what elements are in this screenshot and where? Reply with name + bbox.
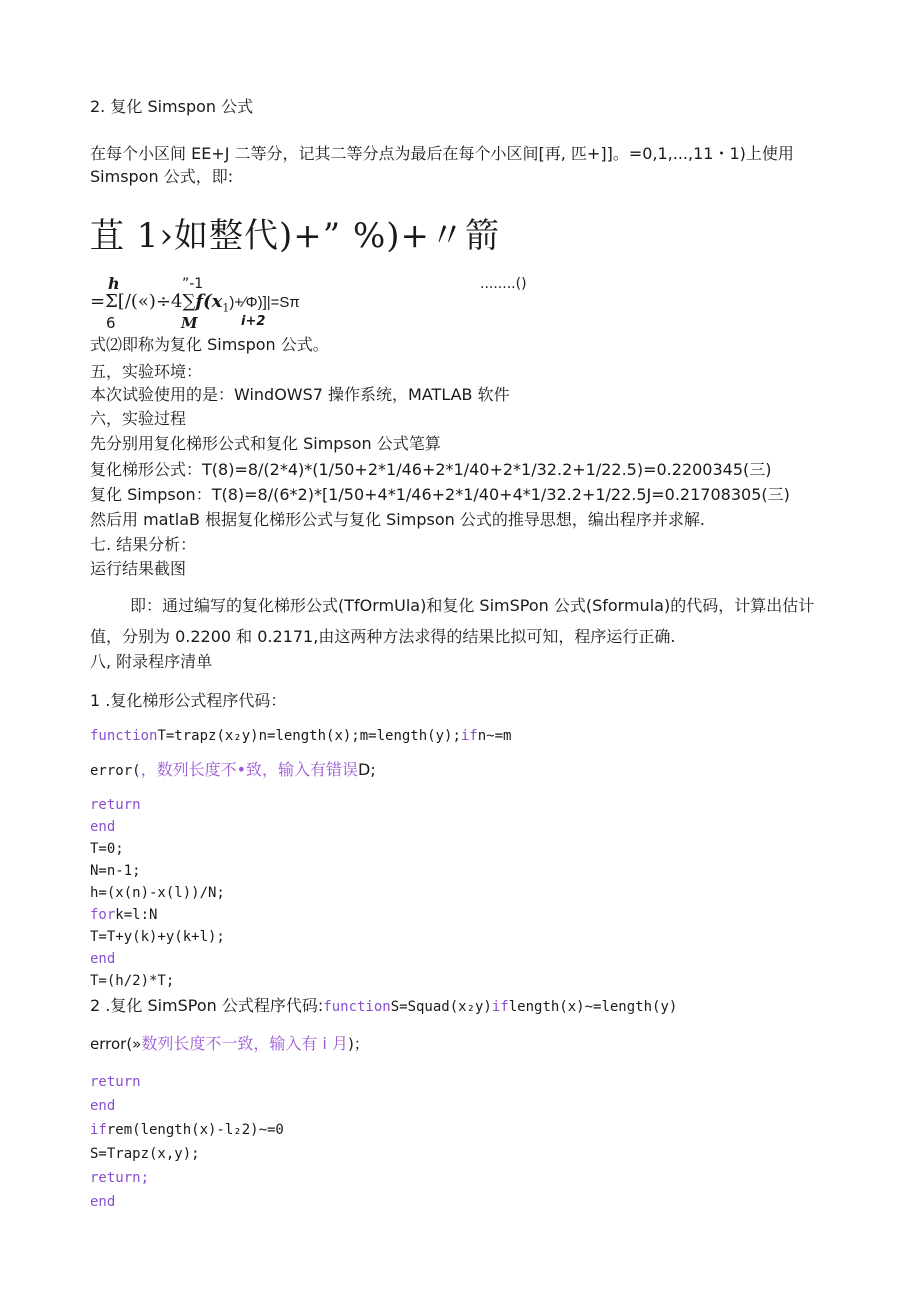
code-keyword: function	[323, 999, 391, 1015]
formula-fx-sub: 1	[222, 301, 230, 315]
intro-line-1: 在每个小区间 EE+J 二等分，记其二等分点为最后在每个小区间[再, 匹+]]。=0,1,...,11・1)上使用	[90, 144, 794, 163]
code-text: S=Squad(x₂y)	[390, 999, 492, 1015]
heading-appendix: 八, 附录程序清单	[90, 652, 213, 671]
formula-top-right: ”-1	[182, 276, 204, 292]
item-label: 2 .复化 SimSPon 公式程序代码:	[90, 996, 324, 1015]
paragraph-environment: 本次试验使用的是：WindOWS7 操作系统，MATLAB 软件	[90, 385, 510, 404]
code-line: S=Trapz(x,y);	[90, 1146, 200, 1162]
formula-main-lhs: =Σ[∕(«)÷4∑	[90, 291, 196, 312]
code-line-for	[90, 904, 157, 926]
code-text: error(»	[90, 1035, 142, 1053]
code-keyword: if	[460, 728, 478, 744]
code-text: D;	[358, 760, 376, 779]
code-line: T=0;	[90, 841, 124, 857]
code-line-return: return	[90, 1074, 141, 1090]
formula-number: ........()	[480, 276, 527, 292]
code-text: )；	[347, 1035, 369, 1053]
heading-environment: 五，实验环境：	[90, 362, 203, 381]
code-text: k=l:N	[115, 907, 158, 923]
code-keyword: function	[90, 728, 158, 744]
code-keyword: for	[90, 907, 116, 923]
paragraph-result-1: 即：通过编写的复化梯形公式(TfOrmUla)和复化 SimSPon 公式(Sformula)的代码，计算出估计	[130, 596, 815, 615]
code-line-error	[90, 759, 376, 782]
item-trapezoid-code: 1 .复化梯形公式程序代码：	[90, 691, 287, 710]
paragraph-result-2: 值，分别为 0.2200 和 0.2171,由这两种方法求得的结果比拟可知，程序运行正确.	[90, 627, 676, 646]
paragraph-process: 先分别用复化梯形公式和复化 Simpson 公式笔算	[90, 434, 441, 453]
item-simpson-code	[90, 995, 677, 1018]
code-line-function	[90, 725, 511, 747]
code-line-return: return	[90, 797, 141, 813]
simpson-formula-large: 苴 1›如整代)+” %)+〃箭	[90, 216, 501, 256]
code-line-end: end	[90, 1194, 116, 1210]
formula-h: h	[108, 274, 120, 293]
code-line: N=n-1;	[90, 863, 141, 879]
code-line: h=(x(n)-x(l))∕N;	[90, 885, 225, 901]
code-string: ，数列长度不•致，输入有错误	[140, 760, 359, 779]
code-text: n~=m	[477, 728, 512, 744]
formula-tail: )+∕Φ)]|=Sπ	[229, 294, 300, 311]
paragraph-screenshot: 运行结果截图	[90, 559, 187, 578]
section-title: 2. 复化 Simspon 公式	[90, 97, 254, 116]
code-line: T=T+y(k)+y(k+l);	[90, 929, 225, 945]
formula-six: 6	[106, 314, 116, 332]
heading-analysis: 七. 结果分析：	[90, 535, 197, 554]
formula-sub-right: i+2	[241, 314, 266, 329]
trapezoid-calculation: 复化梯形公式：T(8)=8/(2*4)*(1/50+2*1/46+2*1/40+2*1/32.2+1/22.5)=0.2200345(三)	[90, 460, 772, 479]
code-text: rem(length(x)-l₂2)~=0	[106, 1122, 284, 1138]
formula-fx: f(x	[195, 291, 223, 312]
code-line-end: end	[90, 1098, 116, 1114]
formula-m: M	[181, 314, 198, 332]
code-line-end: end	[90, 819, 116, 835]
intro-line-2: Simspon 公式，即:	[90, 167, 234, 186]
code-text: T=trapz(x₂y)n=length(x);m=length(y);	[157, 728, 461, 744]
code-string: 数列长度不一致，输入有 i 月	[141, 1034, 348, 1053]
code-text: error(	[90, 763, 141, 779]
heading-process: 六，实验过程	[90, 409, 187, 428]
code-line: T=(h∕2)*T;	[90, 973, 175, 989]
paragraph-matlab: 然后用 matlaB 根据复化梯形公式与复化 Simpson 公式的推导思想，编出程序并求解.	[90, 510, 705, 529]
code-text: length(x)~=length(y)	[508, 999, 678, 1015]
paragraph-formula-ref: 式⑵即称为复化 Simspon 公式。	[90, 335, 329, 354]
simpson-calculation: 复化 Simpson：T(8)=8/(6*2)*[1/50+4*1/46+2*1/40+4*1/32.2+1/22.5J=0.21708305(三)	[90, 485, 790, 504]
code-line-error	[90, 1033, 369, 1055]
code-line-return: return;	[90, 1170, 150, 1186]
code-keyword: if	[90, 1122, 107, 1138]
code-line-end: end	[90, 951, 116, 967]
code-line-if	[90, 1119, 284, 1141]
code-keyword: if	[491, 999, 509, 1015]
